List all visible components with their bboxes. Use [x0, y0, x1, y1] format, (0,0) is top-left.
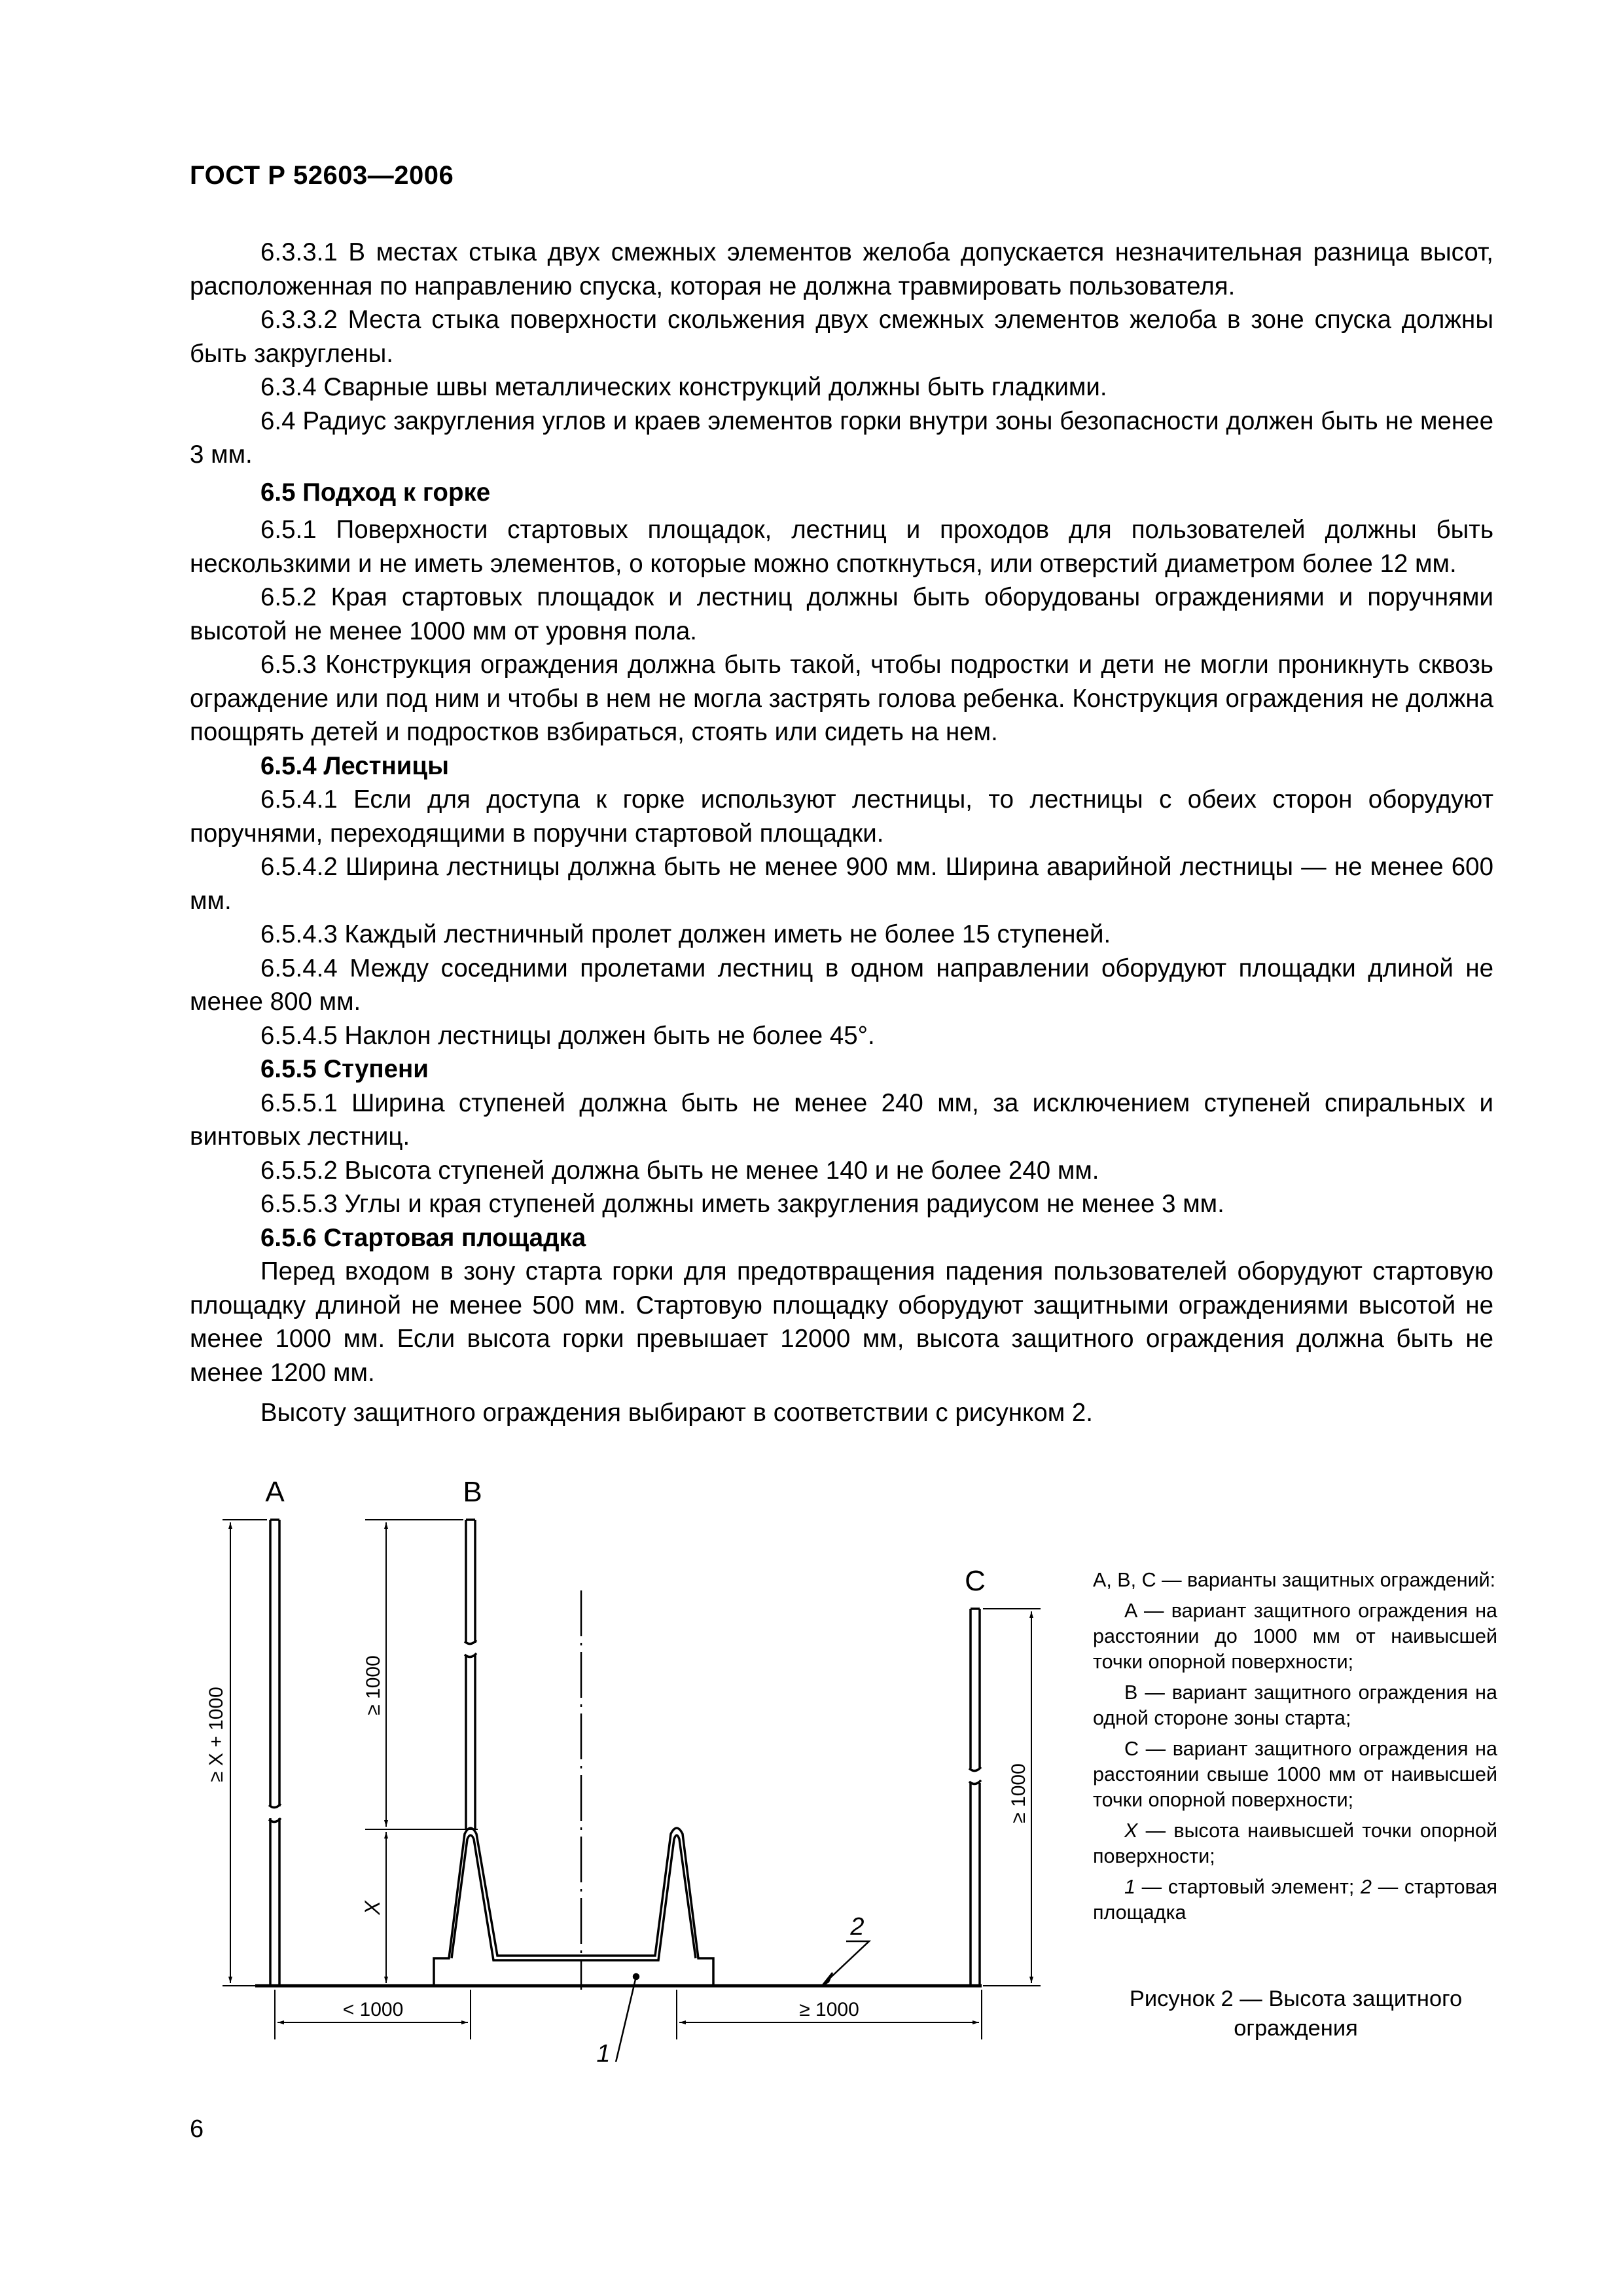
legend-x	[1093, 1818, 1497, 1869]
label-a: A	[265, 1476, 285, 1508]
body-text	[190, 236, 1493, 1430]
document-header: ГОСТ Р 52603—2006	[190, 161, 454, 190]
section-heading: 6.5 Подход к горке	[260, 478, 491, 507]
paragraph: 6.5.4.5 Наклон лестницы должен быть не более 45°.	[260, 1021, 875, 1050]
paragraph: 6.5.4.2 Ширина лестницы должна быть не менее 900 мм. Ширина аварийной лестницы — не менее 600 мм.	[190, 853, 1493, 915]
legend-2-symbol: 2	[1361, 1876, 1372, 1898]
paragraph: 6.3.4 Сварные швы металлических конструкций должны быть гладкими.	[260, 373, 1107, 401]
label-b: B	[463, 1476, 482, 1508]
barrier-a	[269, 1520, 281, 1986]
callout-2-leader	[822, 1941, 869, 1986]
legend-2-text: — стартовая площадка	[1093, 1876, 1497, 1924]
paragraph: 6.5.5.3 Углы и края ступеней должны иметь закругления радиусом не менее 3 мм.	[260, 1190, 1224, 1218]
legend-numbers	[1093, 1874, 1497, 1926]
callout-1-label: 1	[596, 2040, 611, 2062]
dimension-lt-label: < 1000	[342, 1999, 404, 2020]
paragraph: 6.5.4.1 Если для доступа к горке используют лестницы, то лестницы с обеих сторон оборудуют поручнями, переходящими в поручни стартовой площадки.	[190, 785, 1493, 848]
dimension-b-label: ≥ 1000	[363, 1655, 384, 1715]
section-heading: 6.5.6 Стартовая площадка	[260, 1223, 586, 1252]
paragraph: 6.5.5.1 Ширина ступеней должна быть не менее 240 мм, за исключением ступеней спиральных и винтовых лестниц.	[190, 1088, 1493, 1151]
dimension-ge-label: ≥ 1000	[799, 1999, 859, 2020]
paragraph: 6.5.1 Поверхности стартовых площадок, лестниц и проходов для пользователей должны быть нескользкими и не иметь элементов, о которые можно споткнуться, или отверстий диаметром более 12 мм.	[190, 516, 1493, 578]
dimension-x-label: X	[361, 1901, 384, 1915]
paragraph: Высоту защитного ограждения выбирают в соответствии с рисунком 2.	[260, 1399, 1093, 1427]
legend-1-symbol: 1	[1124, 1876, 1135, 1898]
figure-2-protective-barrier-height	[190, 1473, 1041, 2062]
paragraph: 6.3.3.2 Места стыка поверхности скольжения двух смежных элементов желоба в зоне спуска должны быть закруглены.	[190, 306, 1493, 368]
legend-a: A — вариант защитного ограждения на расстоянии до 1000 мм от наивысшей точки опорной поверхности;	[1093, 1600, 1497, 1673]
legend-b: B — вариант защитного ограждения на одной стороне зоны старта;	[1093, 1681, 1497, 1729]
legend-1-text: — стартовый элемент;	[1135, 1876, 1361, 1898]
section-heading: 6.5.5 Ступени	[260, 1055, 429, 1083]
page-number: 6	[190, 2115, 204, 2143]
paragraph: Перед входом в зону старта горки для предотвращения падения пользователей оборудуют стартовую площадку длиной не менее 500 мм. Стартовую площадку оборудуют защитными ограждениями высотой не менее 1000 мм. Если высота горки превышает 12000 мм, высота защитного ограждения должна быть не менее 1200 мм.	[190, 1257, 1493, 1387]
legend-x-text: — высота наивысшей точки опорной поверхности;	[1093, 1820, 1497, 1867]
section-heading: 6.5.4 Лестницы	[260, 751, 449, 780]
dimension-a-label: ≥ X + 1000	[205, 1687, 227, 1782]
barrier-c	[969, 1609, 981, 1986]
dimension-c-label: ≥ 1000	[1008, 1763, 1029, 1823]
start-element	[434, 1828, 713, 1986]
barrier-b	[465, 1520, 476, 1829]
paragraph: 6.5.2 Края стартовых площадок и лестниц должны быть оборудованы ограждениями и поручнями высотой не менее 1000 мм от уровня пола.	[190, 583, 1493, 645]
legend-x-symbol: X	[1124, 1820, 1138, 1842]
figure-caption: Рисунок 2 — Высота защитного ограждения	[1129, 1986, 1463, 2041]
figure-diagram	[190, 1473, 1041, 2062]
legend-c: C — вариант защитного ограждения на расстоянии свыше 1000 мм от наивысшей точки опорной поверхности;	[1093, 1738, 1497, 1811]
dimension-a	[223, 1520, 267, 1986]
paragraph: 6.5.3 Конструкция ограждения должна быть такой, чтобы подростки и дети не могли проникнуть сквозь ограждение или под ним и чтобы в нем не могла застрять голова ребенка. Конструкция ограждения не должна поощрять детей и подростков взбираться, стоять или сидеть на нем.	[190, 651, 1493, 746]
paragraph: 6.5.4.4 Между соседними пролетами лестниц в одном направлении оборудуют площадки длиной не менее 800 мм.	[190, 954, 1493, 1016]
legend-intro: A, B, C — варианты защитных ограждений:	[1093, 1569, 1496, 1591]
paragraph: 6.5.5.2 Высота ступеней должна быть не менее 140 и не более 240 мм.	[260, 1156, 1099, 1185]
callout-2-label: 2	[850, 1913, 865, 1941]
label-c: C	[965, 1565, 986, 1597]
paragraph: 6.4 Радиус закругления углов и краев элементов горки внутри зоны безопасности должен быть не менее 3 мм.	[190, 406, 1493, 469]
paragraph: 6.5.4.3 Каждый лестничный пролет должен иметь не более 15 ступеней.	[260, 920, 1111, 948]
figure-legend	[1093, 1568, 1497, 1931]
paragraph: 6.3.3.1 В местах стыка двух смежных элементов желоба допускается незначительная разница высот, расположенная по направлению спуска, которая не должна травмировать пользователя.	[190, 238, 1493, 300]
